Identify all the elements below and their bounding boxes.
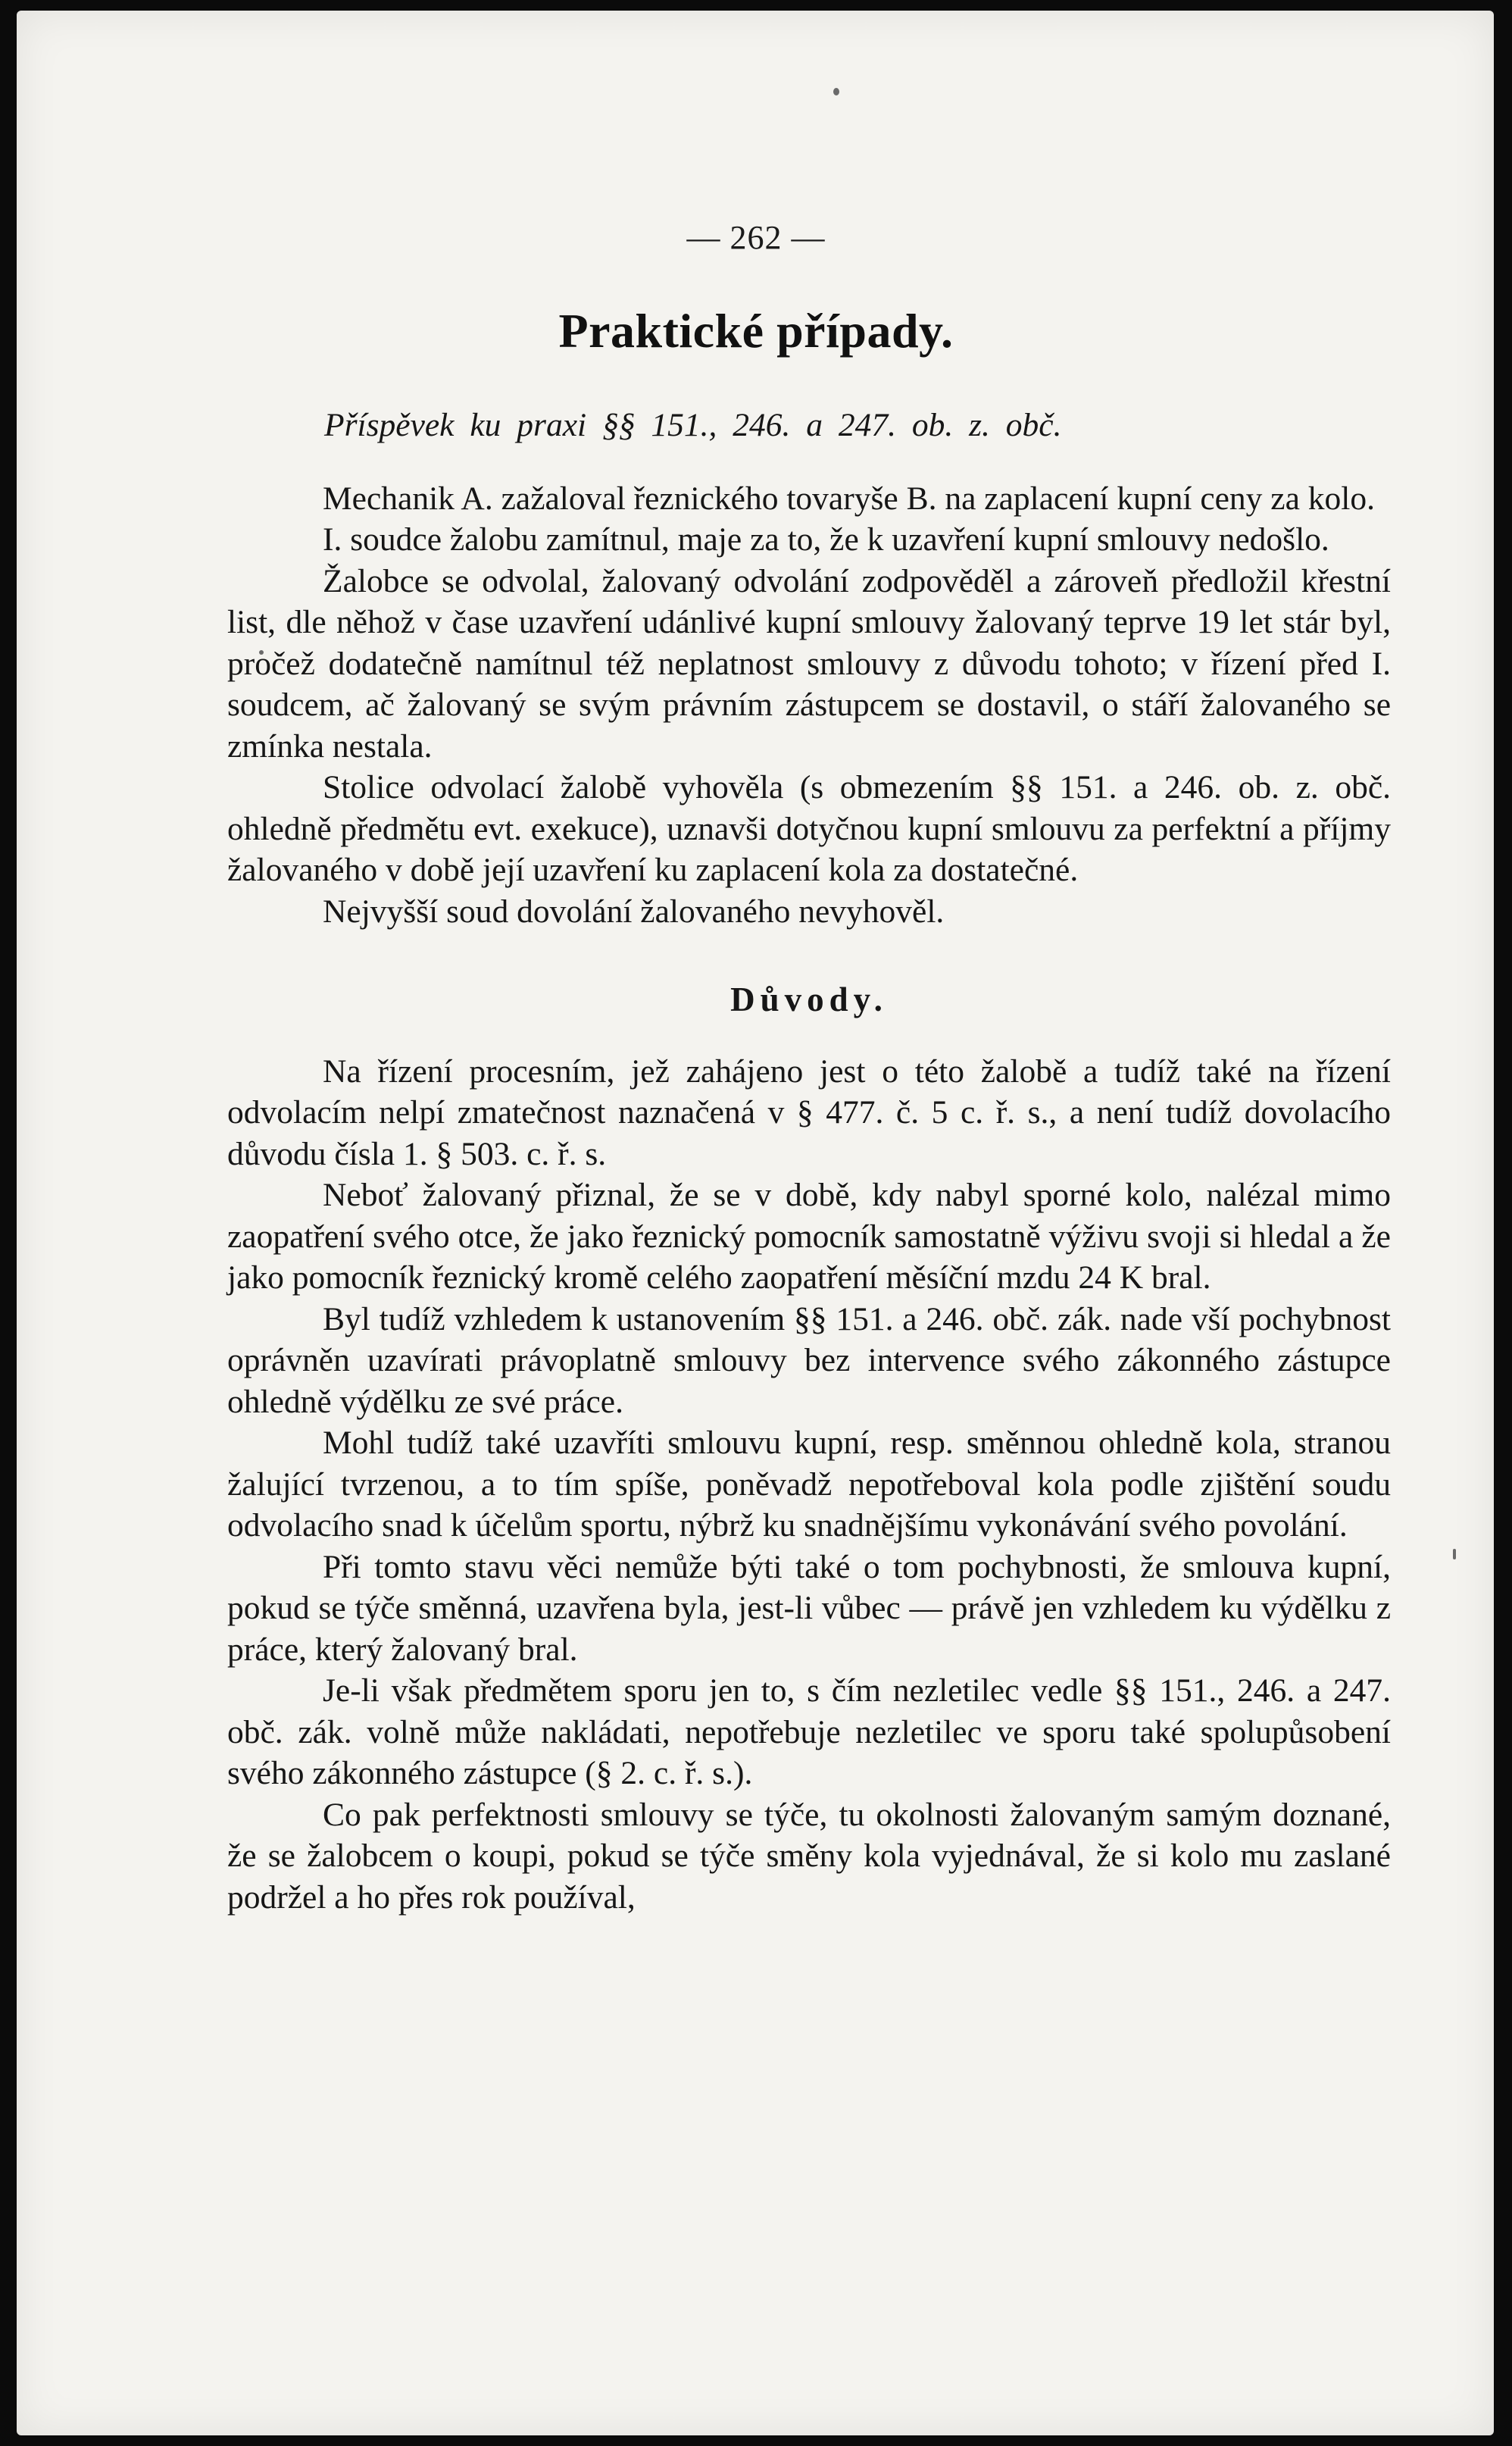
reasons-paragraph-2: Neboť žalovaný přiznal, že se v době, kdy nabyl sporné kolo, nalézal mimo zaopatření svého otce, že jako řeznický pomocník samostatně výživu svoji si hledal a že jako pomocník řeznický kromě celého zaopatření měsíční mzdu 24 K bral. xyxy=(227,1177,1391,1296)
reasons-paragraph-5: Při tomto stavu věci nemůže býti také o tom pochybnosti, že smlouva kupní, pokud se týče směnná, uzavřena byla, jest-li vůbec — právě jen vzhledem ku výdělku z práce, který žalovaný bral. xyxy=(227,1548,1391,1668)
intro-paragraph-4: Stolice odvolací žalobě vyhověla (s obmezením §§ 151. a 246. ob. z. obč. ohledně předmětu evt. exekuce), uznavši dotyčnou kupní smlouvu za perfektní a příjmy žalovaného v době její uzavření ku zaplacení kola za dostatečné. xyxy=(227,769,1391,888)
reasons-paragraph-3: Byl tudíž vzhledem k ustanovením §§ 151. a 246. obč. zák. nade vší pochybnost oprávněn uzavírati právoplatně smlouvy bez intervence svého zákonného zástupce ohledně výdělku ze své práce. xyxy=(227,1300,1391,1420)
intro-paragraph-5: Nejvyšší soud dovolání žalovaného nevyhověl. xyxy=(323,893,945,930)
reasons-paragraph-1: Na řízení procesním, jež zahájeno jest o této žalobě a tudíž také na řízení odvolacím nelpí zmatečnost naznačená v § 477. č. 5 c. ř. s., a není tudíž dovolacího důvodu čísla 1. § 503. c. ř. s. xyxy=(227,1053,1391,1172)
intro-paragraph-1: Mechanik A. zažaloval řeznického tovaryše B. na zaplacení kupní ceny za kolo. xyxy=(323,480,1376,517)
print-speck xyxy=(833,88,839,95)
body-text xyxy=(227,405,1391,1918)
reasons-paragraph-7: Co pak perfektnosti smlouvy se týče, tu okolnosti žalovaným samým doznané, že se žalobcem o koupi, pokud se týče směny kola vyjednával, že si kolo mu zaslané podržel a ho přes rok používal, xyxy=(227,1796,1391,1916)
article-subtitle: Příspěvek ku praxi §§ 151., 246. a 247. ob. z. obč. xyxy=(324,407,1062,443)
reasons-paragraph-6: Je-li však předmětem sporu jen to, s čím nezletilec vedle §§ 151., 246. a 247. obč. zák. volně může nakládati, nepotřebuje nezletilec ve sporu také spolupůsobení svého zákonného zástupce (§ 2. c. ř. s.). xyxy=(227,1672,1391,1791)
page-title: Praktické případy. xyxy=(558,304,954,358)
reasons-paragraph-4: Mohl tudíž také uzavříti smlouvu kupní, resp. směnnou ohledně kola, stranou žalující tvrzenou, a to tím spíše, poněvadž nepotřeboval kola podle zjištění soudu odvolacího snad k účelům sportu, nýbrž ku snadnějšímu vykonávání svého povolání. xyxy=(227,1425,1391,1544)
reasons-heading: Důvody. xyxy=(730,981,888,1018)
print-speck xyxy=(1453,1549,1456,1559)
page-number: — 262 — xyxy=(686,219,826,256)
intro-paragraph-3: Žalobce se odvolal, žalovaný odvolání zodpověděl a zároveň předložil křestní list, dle něhož v čase uzavření udánlivé kupní smlouvy žalovaný teprve 19 let stár byl, pročež dodatečně namítnul též neplatnost smlouvy z důvodu tohoto; v řízení před I. soudcem, ač žalovaný se svým právním zástupcem se dostavil, o stáří žalovaného se zmínka nestala. xyxy=(227,562,1391,765)
intro-paragraph-2: I. soudce žalobu zamítnul, maje za to, že k uzavření kupní smlouvy nedošlo. xyxy=(323,521,1329,558)
